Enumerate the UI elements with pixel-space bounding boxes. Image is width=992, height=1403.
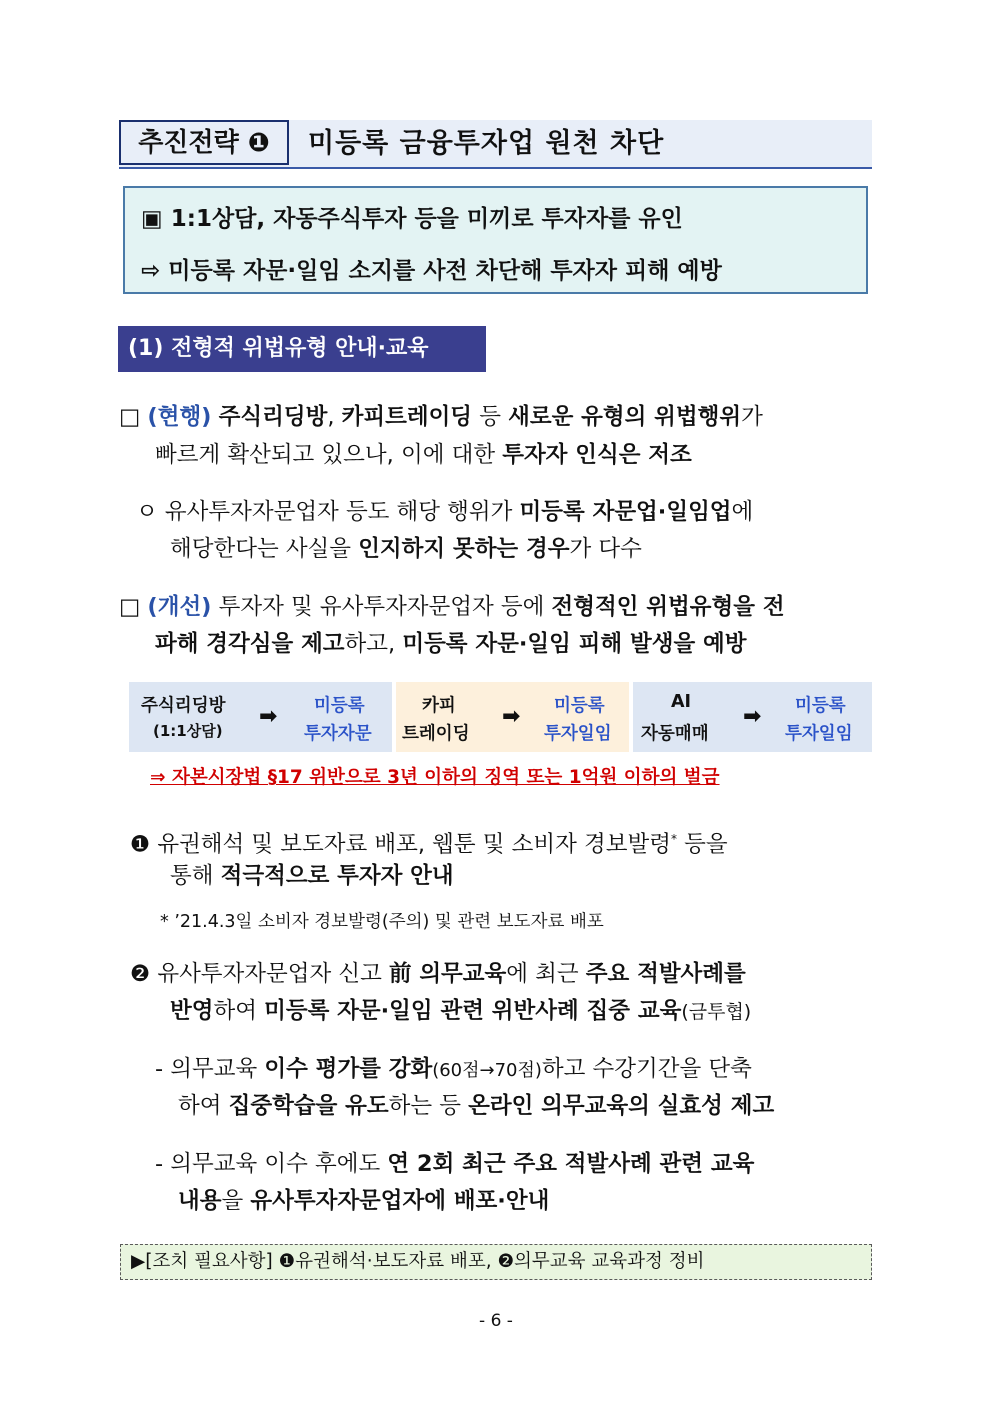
- flow-cell-reading-room: [129, 682, 392, 752]
- text-bold: 새로운 유형의 위법행위: [508, 404, 742, 430]
- text: 해당한다는 사실을: [170, 536, 359, 562]
- dash1-line-1: [155, 1050, 752, 1090]
- flow-label: 카피: [422, 696, 456, 716]
- text: 을: [221, 1188, 251, 1214]
- page-number: - 6 -: [479, 1311, 513, 1331]
- item2-line-1: [130, 955, 746, 993]
- text: 하고 수강기간을 단축: [541, 1056, 752, 1082]
- text: 유사투자자문업자 신고: [157, 961, 389, 987]
- right-arrow-icon: ➡: [259, 704, 278, 729]
- text-bold: 이수 평가를 강화: [264, 1056, 433, 1082]
- circle-bullet: ㅇ: [136, 499, 158, 525]
- item2-line-2: [170, 992, 751, 1031]
- text: 하는 등: [388, 1093, 469, 1119]
- text: 가 다수: [569, 536, 642, 562]
- text: 하여: [213, 998, 265, 1024]
- number-one-icon: ❶: [130, 831, 151, 858]
- current-line-1: [119, 398, 763, 436]
- text: 투자자 및 유사투자자문업자 등에: [218, 594, 552, 620]
- flow-result-type: 투자자문: [304, 724, 372, 744]
- text-bold: 주식리딩방: [218, 404, 328, 430]
- text: 하고,: [344, 631, 403, 657]
- text-bold: 적극적으로 투자자 안내: [220, 863, 454, 889]
- text: 통해: [170, 863, 221, 889]
- summary-line-1: ▣ 1:1상담, 자동주식투자 등을 미끼로 투자자를 유인: [141, 206, 683, 232]
- text: 가: [741, 404, 763, 430]
- text: 등을: [676, 831, 728, 858]
- strategy-label: 추진전략 ❶: [119, 120, 289, 165]
- square-bullet: □: [119, 404, 141, 430]
- text-bold: 내용: [178, 1188, 222, 1214]
- current-sub-line-2: [170, 530, 642, 568]
- summary-box: [123, 186, 868, 294]
- action-required-box: ▶[조치 필요사항] ❶유권해석·보도자료 배포, ❷의무교육 교육과정 정비: [120, 1244, 872, 1280]
- text: 등: [472, 404, 509, 430]
- item1-line-2: [170, 857, 454, 895]
- improve-tag: (개선): [147, 594, 212, 620]
- flow-result: 미등록: [554, 696, 605, 716]
- text-bold: 연 2회 최근 주요 적발사례 관련 교육: [387, 1151, 755, 1177]
- flow-label: 주식리딩방: [141, 696, 226, 716]
- footnote-mark: *: [670, 832, 677, 846]
- text: (60점→70점): [432, 1060, 542, 1081]
- flow-result: 미등록: [314, 696, 365, 716]
- text-bold: 반영: [170, 998, 214, 1024]
- text: 에 최근: [506, 961, 586, 987]
- flow-sublabel: 자동매매: [641, 724, 709, 744]
- dash2-line-1: [155, 1145, 754, 1183]
- text-bold: 카피트레이딩: [341, 404, 473, 430]
- text-bold: 온라인 의무교육의 실효성 제고: [468, 1093, 775, 1119]
- text-bold: 투자자 인식은 저조: [502, 442, 692, 468]
- text: 하여: [178, 1093, 229, 1119]
- text: 의무교육 이수 후에도: [170, 1151, 388, 1177]
- square-bullet: □: [119, 594, 141, 620]
- flow-cell-copy-trading: [396, 682, 629, 752]
- flow-sublabel: (1:1상담): [153, 722, 223, 740]
- current-tag: (현행): [147, 404, 212, 430]
- text-bold: 前 의무교육: [388, 961, 507, 987]
- text: 유권해석 및 보도자료 배포, 웹툰 및 소비자 경보발령: [157, 831, 671, 858]
- text: 빠르게 확산되고 있으나, 이에 대한: [155, 442, 503, 468]
- text-bold: 미등록 자문업·일임업: [519, 499, 732, 525]
- improve-line-1: [119, 588, 785, 626]
- flow-sublabel: 트레이딩: [402, 724, 470, 744]
- text: ,: [327, 404, 342, 430]
- summary-line-2: ⇨ 미등록 자문·일임 소지를 사전 차단해 투자자 피해 예방: [141, 258, 722, 284]
- flow-result-type: 투자일임: [785, 724, 853, 744]
- improve-line-2: [155, 625, 747, 663]
- text: (금투협): [681, 1001, 752, 1023]
- strategy-title: 미등록 금융투자업 원천 차단: [308, 128, 665, 159]
- section-title: (1) 전형적 위법유형 안내·교육: [118, 326, 486, 372]
- text-bold: 미등록 자문·일임 관련 위반사례 집중 교육: [264, 998, 682, 1024]
- law-penalty-note: ⇒ 자본시장법 §17 위반으로 3년 이하의 징역 또는 1억원 이하의 벌금: [150, 767, 720, 788]
- current-sub-line-1: [136, 493, 753, 531]
- flow-result: 미등록: [795, 696, 846, 716]
- dash-bullet: -: [155, 1151, 164, 1177]
- text: 의무교육: [170, 1056, 265, 1082]
- dash2-line-2: [178, 1182, 549, 1220]
- current-line-2: [155, 436, 692, 474]
- text: 유사투자자문업자 등도 해당 행위가: [164, 499, 520, 525]
- dash-bullet: -: [155, 1056, 164, 1082]
- text: 에: [731, 499, 754, 525]
- text-bold: 전형적인 위법유형을 전: [551, 594, 785, 620]
- dash1-line-2: [178, 1087, 774, 1125]
- text-bold: 미등록 자문·일임 피해 발생을 예방: [402, 631, 747, 657]
- text-bold: 유사투자자문업자에 배포·안내: [250, 1188, 550, 1214]
- flow-cell-ai-trading: [633, 682, 872, 752]
- flow-label: AI: [671, 692, 692, 712]
- flow-result-type: 투자일임: [544, 724, 612, 744]
- number-two-icon: ❷: [130, 961, 151, 987]
- right-arrow-icon: ➡: [502, 704, 521, 729]
- text-bold: 주요 적발사례를: [585, 961, 746, 987]
- item1-footnote: * ’21.4.3일 소비자 경보발령(주의) 및 관련 보도자료 배포: [160, 912, 604, 932]
- text-bold: 인지하지 못하는 경우: [358, 536, 570, 562]
- text-bold: 집중학습을 유도: [228, 1093, 389, 1119]
- text-bold: 파해 경각심을 제고: [155, 631, 345, 657]
- right-arrow-icon: ➡: [743, 704, 762, 729]
